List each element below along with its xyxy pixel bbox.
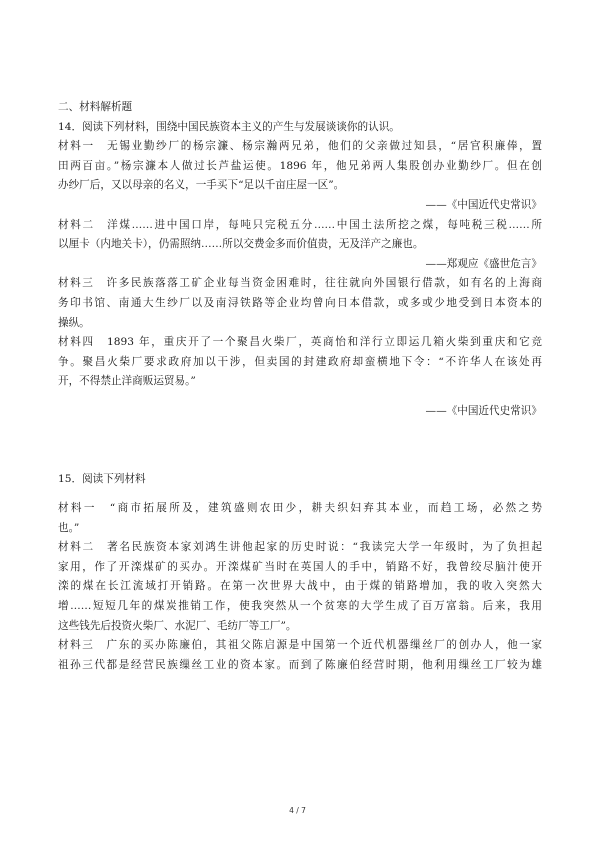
q14-m1-source: ——《中国近代史常识》 — [425, 198, 542, 211]
q14-m1-line-2: 田两百亩。”杨宗濂本人做过长芦盐运使。1896 年，他兄弟两人集股创办业勤纱厂。但在创 — [58, 159, 542, 172]
q14-m1-line-3: 办纱厂后，又以母亲的名义，一手买下“足以千亩庄屋一区”。 — [58, 179, 345, 192]
q14-material-3 — [58, 274, 542, 333]
page-number: 4 / 7 — [289, 806, 306, 815]
q14-m4-line-2: 争。聚昌火柴厂要求政府加以干涉，但卖国的封建政府却蛮横地下令：“不许华人在该处再 — [58, 355, 542, 368]
question-15-prompt: 15．阅读下列材料 — [58, 472, 146, 485]
q14-m4-line-1: 材料四 1893 年，重庆开了一个聚昌火柴厂，英商怡和洋行立即运几箱火柴到重庆和它竞 — [58, 336, 542, 349]
q14-m2-line-1: 材料二 洋煤……进中国口岸，每吨只完税五分……中国土法所挖之煤，每吨税三税……所 — [58, 218, 542, 231]
q15-material-2 — [58, 538, 542, 636]
q15-m3-line-2: 祖孙三代都是经营民族缫丝工业的资本家。而到了陈廉伯经营时期，他利用缫丝工厂较为雄 — [58, 658, 542, 671]
q15-m2-line-3: 滦的煤在长江流域打开销路。在第一次世界大战中，由于煤的销路增加，我的收入突然大 — [58, 580, 542, 593]
q15-m2-line-1: 材料二 著名民族资本家刘鸿生讲他起家的历史时说：“我读完大学一年级时，为了负担起 — [58, 541, 542, 554]
q15-m1-line-1: 材料一 “商市拓展所及，建筑盛则农田少，耕夫织妇弃其本业，而趋工场，必然之势 — [58, 502, 542, 515]
q14-m3-line-2: 务印书馆、南通大生纱厂以及南浔铁路等企业均曾向日本借款，或多或少地受到日本资本的 — [58, 296, 542, 309]
q14-m4-source: ——《中国近代史常识》 — [425, 404, 542, 417]
section-heading: 二、材料解析题 — [58, 101, 133, 113]
q15-m3-line-1: 材料三 广东的买办陈廉伯，其祖父陈启源是中国第一个近代机器缫丝厂的创办人，他一家 — [58, 639, 542, 652]
q15-material-1 — [58, 499, 542, 538]
q15-m2-line-4: 增……短短几年的煤炭推销工作，使我突然从一个贫寒的大学生成了百万富翁。后来，我用 — [58, 600, 542, 613]
q15-m2-line-2: 家用，作了开滦煤矿的买办。开滦煤矿当时在英国人的手中，销路不好，我曾绞尽脑汁使开 — [58, 560, 542, 573]
q14-material-4 — [58, 333, 542, 421]
question-14-prompt: 14．阅读下列材料，围绕中国民族资本主义的产生与发展谈谈你的认识。 — [58, 120, 400, 133]
q14-m3-line-1: 材料三 许多民族落落工矿企业每当资金困难时，往往就向外国银行借款，如有名的上海商 — [58, 277, 542, 290]
q14-m2-line-2: 以厘卡（内地关卡），仍需照纳……所以交费金多而价值贵，无及洋产之廉也。 — [58, 238, 424, 251]
q14-m4-line-3: 开，不得禁止洋商贩运贸易。” — [58, 375, 196, 388]
q15-material-3 — [58, 636, 542, 675]
q14-m2-source: ——郑观应《盛世危言》 — [425, 257, 542, 270]
q14-m3-line-3: 操纵。 — [58, 316, 90, 329]
q15-m2-line-5: 这些钱先后投资火柴厂、水泥厂、毛纺厂等工厂”。 — [58, 619, 297, 632]
q14-m1-line-1: 材料一 无锡业勤纱厂的杨宗濂、杨宗瀚两兄弟，他们的父亲做过知县，“居官积廉俸，置 — [58, 140, 542, 153]
q14-material-1 — [58, 137, 542, 215]
q14-material-2 — [58, 216, 542, 275]
q15-m1-line-2: 也。” — [58, 521, 80, 534]
page-content — [58, 98, 542, 675]
